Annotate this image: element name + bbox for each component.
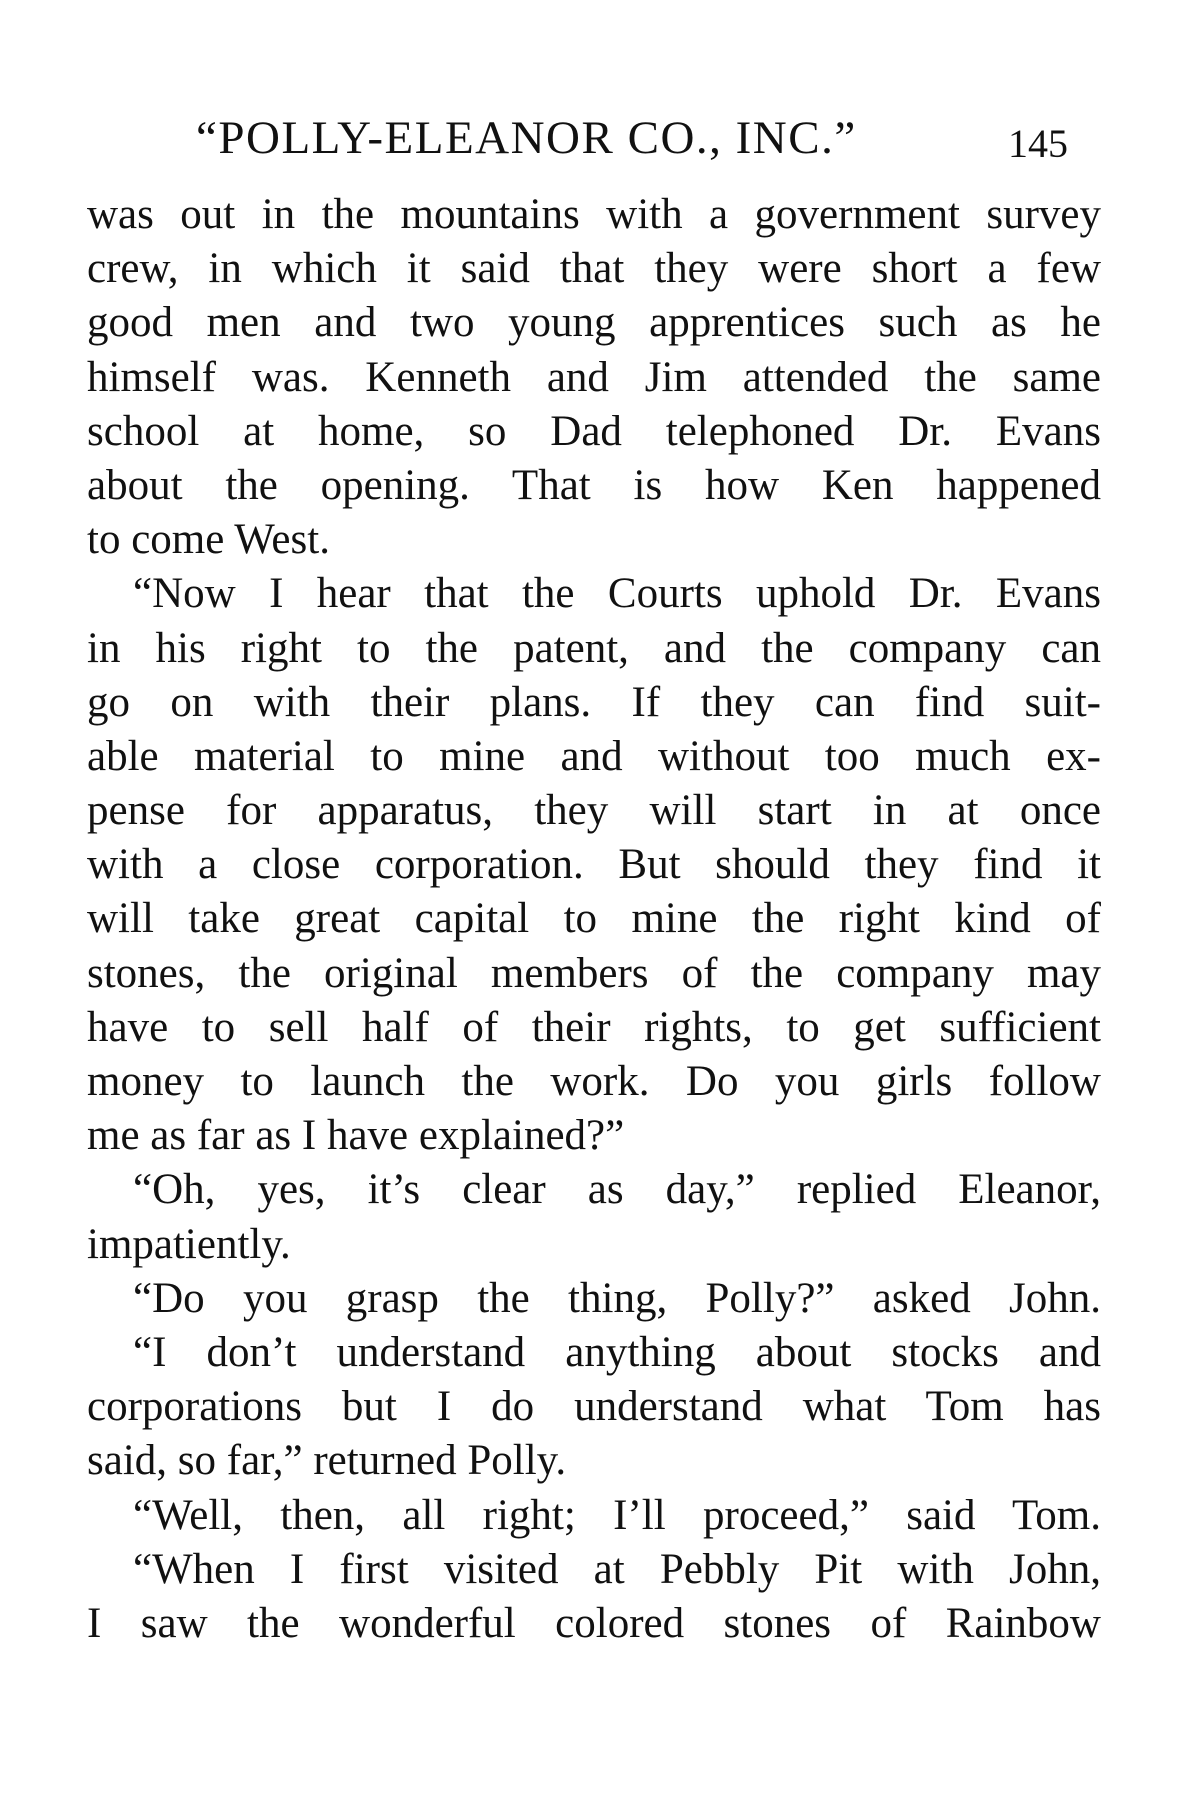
text-line: “Now I hear that the Courts uphold Dr. Evans	[133, 570, 1101, 618]
text-line: “Well, then, all right; I’ll proceed,” said Tom.	[133, 1491, 1101, 1539]
body-text	[87, 188, 1101, 1651]
text-line: with a close corporation. But should they find it	[87, 841, 1101, 889]
text-line: stones, the original members of the company may	[87, 949, 1101, 997]
text-line: to come West.	[87, 516, 330, 564]
text-line: money to launch the work. Do you girls follow	[87, 1058, 1101, 1105]
text-line: I saw the wonderful colored stones of Rainbow	[87, 1599, 1101, 1647]
text-line: himself was. Kenneth and Jim attended the same	[87, 353, 1101, 401]
text-line: “Oh, yes, it’s clear as day,” replied Eleanor,	[133, 1166, 1101, 1214]
text-line: impatiently.	[87, 1220, 291, 1268]
text-line: “Do you grasp the thing, Polly?” asked John.	[133, 1274, 1101, 1322]
text-line: about the opening. That is how Ken happened	[87, 461, 1101, 509]
text-line: able material to mine and without too much ex-	[87, 732, 1101, 780]
text-line: go on with their plans. If they can find suit-	[87, 678, 1101, 726]
text-line: in his right to the patent, and the company can	[87, 624, 1101, 672]
text-line: pense for apparatus, they will start in at once	[87, 787, 1101, 835]
text-line: have to sell half of their rights, to get sufficient	[87, 1003, 1101, 1051]
text-line: crew, in which it said that they were short a few	[87, 245, 1101, 293]
text-line: school at home, so Dad telephoned Dr. Evans	[87, 407, 1101, 455]
running-header	[196, 108, 1096, 168]
text-line: “I don’t understand anything about stocks and	[133, 1328, 1101, 1376]
text-line: said, so far,” returned Polly.	[87, 1437, 567, 1485]
text-line: me as far as I have explained?”	[87, 1112, 625, 1160]
page-number: 145	[1008, 121, 1068, 166]
text-line: corporations but I do understand what Tom has	[87, 1383, 1101, 1431]
running-title: “POLLY-ELEANOR CO., INC.”	[196, 112, 857, 164]
text-line: will take great capital to mine the right kind of	[87, 895, 1101, 943]
text-line: was out in the mountains with a government survey	[87, 191, 1101, 238]
text-line: “When I first visited at Pebbly Pit with John,	[133, 1545, 1101, 1593]
text-line: good men and two young apprentices such as he	[87, 299, 1101, 347]
